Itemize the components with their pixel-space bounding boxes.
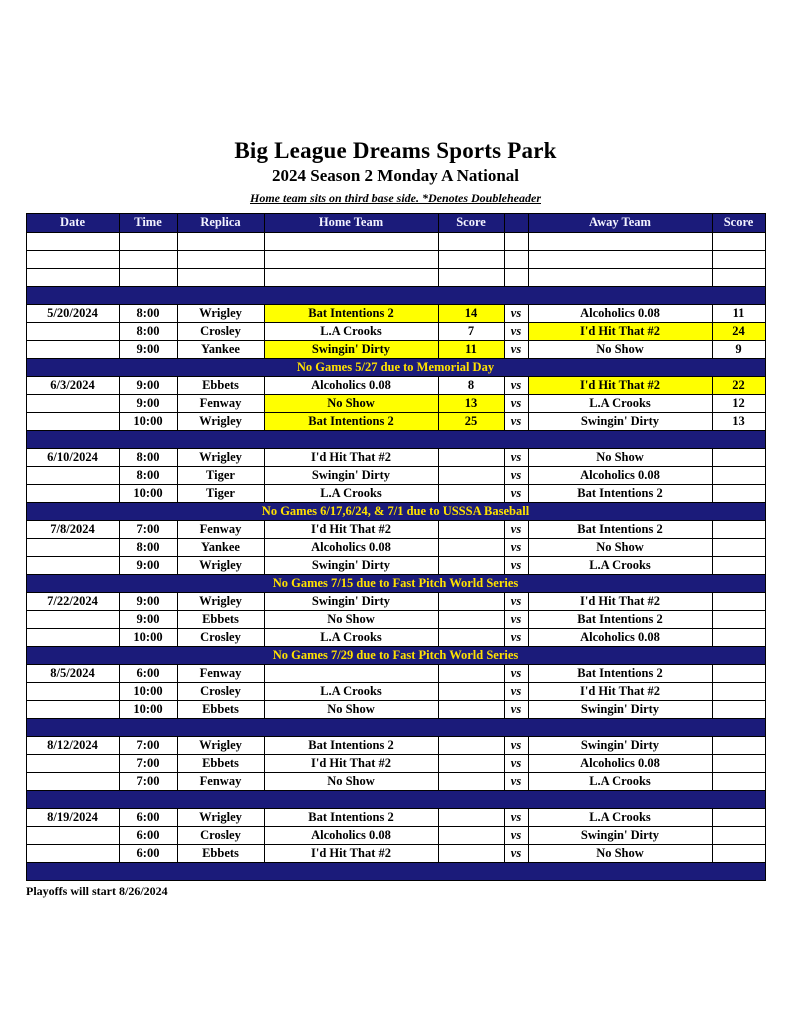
cell-replica: Wrigley	[177, 557, 264, 575]
game-row	[26, 521, 765, 539]
empty-cell	[712, 251, 765, 269]
cell-date	[26, 395, 119, 413]
cell-home	[264, 665, 438, 683]
game-row	[26, 485, 765, 503]
cell-away: I'd Hit That #2	[528, 323, 712, 341]
empty-cell	[438, 251, 504, 269]
empty-cell	[26, 233, 119, 251]
playoffs-note: Playoffs will start 8/26/2024	[26, 884, 168, 898]
vs-label: vs	[504, 539, 528, 557]
cell-away-score: 9	[712, 341, 765, 359]
game-row	[26, 377, 765, 395]
game-row	[26, 611, 765, 629]
vs-label: vs	[504, 809, 528, 827]
cell-date	[26, 413, 119, 431]
cell-replica: Fenway	[177, 773, 264, 791]
cell-home-score: 13	[438, 395, 504, 413]
empty-cell	[119, 251, 177, 269]
empty-cell	[528, 233, 712, 251]
cell-home: No Show	[264, 701, 438, 719]
cell-time: 8:00	[119, 323, 177, 341]
cell-replica: Yankee	[177, 341, 264, 359]
cell-time: 9:00	[119, 395, 177, 413]
game-row	[26, 809, 765, 827]
game-row	[26, 683, 765, 701]
game-row	[26, 629, 765, 647]
cell-home-score	[438, 845, 504, 863]
game-row	[26, 539, 765, 557]
cell-away-score	[712, 485, 765, 503]
column-header-date: Date	[26, 214, 119, 233]
table-header	[26, 214, 765, 233]
column-header-replica: Replica	[177, 214, 264, 233]
cell-time: 8:00	[119, 305, 177, 323]
empty-cell	[119, 233, 177, 251]
game-row	[26, 701, 765, 719]
cell-home-score	[438, 485, 504, 503]
cell-away-score	[712, 611, 765, 629]
cell-home-score	[438, 737, 504, 755]
cell-replica: Crosley	[177, 629, 264, 647]
vs-label: vs	[504, 413, 528, 431]
cell-home: No Show	[264, 395, 438, 413]
cell-replica: Ebbets	[177, 701, 264, 719]
cell-home-score	[438, 557, 504, 575]
game-row	[26, 467, 765, 485]
cell-home: Swingin' Dirty	[264, 341, 438, 359]
game-row	[26, 305, 765, 323]
cell-home: L.A Crooks	[264, 323, 438, 341]
no-games-band-row	[26, 575, 765, 593]
vs-label: vs	[504, 683, 528, 701]
cell-away-score	[712, 827, 765, 845]
vs-label: vs	[504, 377, 528, 395]
cell-away: I'd Hit That #2	[528, 683, 712, 701]
cell-time: 7:00	[119, 737, 177, 755]
cell-date	[26, 557, 119, 575]
separator-band-row	[26, 431, 765, 449]
column-header-score: Score	[438, 214, 504, 233]
cell-home: Swingin' Dirty	[264, 593, 438, 611]
column-header-home-team: Home Team	[264, 214, 438, 233]
game-row	[26, 773, 765, 791]
cell-away-score: 24	[712, 323, 765, 341]
game-row	[26, 665, 765, 683]
game-row	[26, 449, 765, 467]
page-subtitle: 2024 Season 2 Monday A National	[271, 166, 519, 185]
cell-date	[26, 629, 119, 647]
cell-home-score	[438, 773, 504, 791]
cell-away: Swingin' Dirty	[528, 737, 712, 755]
cell-replica: Fenway	[177, 521, 264, 539]
cell-replica: Crosley	[177, 683, 264, 701]
vs-label: vs	[504, 611, 528, 629]
cell-time: 9:00	[119, 377, 177, 395]
cell-away: I'd Hit That #2	[528, 593, 712, 611]
cell-replica: Wrigley	[177, 413, 264, 431]
cell-away-score	[712, 737, 765, 755]
vs-label: vs	[504, 737, 528, 755]
cell-away: I'd Hit That #2	[528, 377, 712, 395]
cell-home-score	[438, 467, 504, 485]
cell-date	[26, 485, 119, 503]
vs-label: vs	[504, 485, 528, 503]
cell-replica: Crosley	[177, 323, 264, 341]
cell-replica: Tiger	[177, 467, 264, 485]
cell-home: I'd Hit That #2	[264, 449, 438, 467]
cell-time: 9:00	[119, 341, 177, 359]
cell-date: 7/8/2024	[26, 521, 119, 539]
cell-away-score	[712, 449, 765, 467]
cell-away-score: 12	[712, 395, 765, 413]
cell-away-score	[712, 467, 765, 485]
cell-replica: Wrigley	[177, 305, 264, 323]
cell-home: Alcoholics 0.08	[264, 539, 438, 557]
cell-home-score	[438, 539, 504, 557]
cell-time: 10:00	[119, 701, 177, 719]
cell-home: Swingin' Dirty	[264, 467, 438, 485]
vs-label: vs	[504, 665, 528, 683]
no-games-band-row	[26, 647, 765, 665]
no-games-band-text: No Games 7/15 due to Fast Pitch World Series	[26, 575, 765, 593]
cell-away: L.A Crooks	[528, 395, 712, 413]
vs-label: vs	[504, 629, 528, 647]
cell-time: 10:00	[119, 485, 177, 503]
separator-band-row	[26, 287, 765, 305]
cell-home: I'd Hit That #2	[264, 521, 438, 539]
cell-away-score: 11	[712, 305, 765, 323]
cell-home: No Show	[264, 773, 438, 791]
no-games-band-row	[26, 503, 765, 521]
cell-date: 6/10/2024	[26, 449, 119, 467]
cell-away-score: 22	[712, 377, 765, 395]
empty-cell	[177, 269, 264, 287]
cell-time: 8:00	[119, 449, 177, 467]
schedule-table	[26, 213, 766, 881]
vs-label: vs	[504, 341, 528, 359]
cell-away: Bat Intentions 2	[528, 485, 712, 503]
cell-away: L.A Crooks	[528, 809, 712, 827]
separator-band	[26, 791, 765, 809]
cell-date	[26, 611, 119, 629]
cell-time: 9:00	[119, 557, 177, 575]
separator-band	[26, 719, 765, 737]
cell-away-score	[712, 539, 765, 557]
cell-replica: Wrigley	[177, 809, 264, 827]
cell-replica: Crosley	[177, 827, 264, 845]
game-row	[26, 755, 765, 773]
cell-home-score: 8	[438, 377, 504, 395]
vs-label: vs	[504, 773, 528, 791]
empty-cell	[504, 269, 528, 287]
vs-label: vs	[504, 845, 528, 863]
game-row	[26, 557, 765, 575]
cell-time: 10:00	[119, 413, 177, 431]
no-games-band-row	[26, 359, 765, 377]
cell-home: Bat Intentions 2	[264, 305, 438, 323]
game-row	[26, 845, 765, 863]
cell-away: No Show	[528, 341, 712, 359]
cell-date	[26, 755, 119, 773]
vs-label: vs	[504, 827, 528, 845]
cell-away-score	[712, 701, 765, 719]
cell-date	[26, 467, 119, 485]
cell-replica: Fenway	[177, 665, 264, 683]
cell-away-score	[712, 665, 765, 683]
vs-label: vs	[504, 449, 528, 467]
cell-replica: Wrigley	[177, 737, 264, 755]
cell-away: Swingin' Dirty	[528, 827, 712, 845]
cell-away: Alcoholics 0.08	[528, 305, 712, 323]
separator-band	[26, 287, 765, 305]
cell-date: 8/12/2024	[26, 737, 119, 755]
cell-home-score: 7	[438, 323, 504, 341]
cell-replica: Yankee	[177, 539, 264, 557]
cell-replica: Ebbets	[177, 611, 264, 629]
cell-away: Bat Intentions 2	[528, 611, 712, 629]
cell-away-score	[712, 521, 765, 539]
cell-away: No Show	[528, 845, 712, 863]
cell-home: L.A Crooks	[264, 629, 438, 647]
cell-away: Alcoholics 0.08	[528, 629, 712, 647]
cell-time: 7:00	[119, 773, 177, 791]
cell-home-score: 14	[438, 305, 504, 323]
cell-time: 6:00	[119, 665, 177, 683]
cell-home-score	[438, 809, 504, 827]
cell-date	[26, 701, 119, 719]
cell-replica: Ebbets	[177, 755, 264, 773]
cell-away-score	[712, 557, 765, 575]
cell-away: No Show	[528, 539, 712, 557]
cell-home-score	[438, 701, 504, 719]
empty-cell	[264, 251, 438, 269]
column-header-away-team: Away Team	[528, 214, 712, 233]
cell-date	[26, 845, 119, 863]
cell-away-score	[712, 773, 765, 791]
empty-cell	[264, 233, 438, 251]
game-row	[26, 737, 765, 755]
separator-band-row	[26, 863, 765, 881]
cell-home-score: 25	[438, 413, 504, 431]
empty-cell	[528, 269, 712, 287]
vs-label: vs	[504, 701, 528, 719]
vs-label: vs	[504, 467, 528, 485]
cell-replica: Ebbets	[177, 845, 264, 863]
table-body	[26, 233, 765, 881]
empty-row	[26, 233, 765, 251]
cell-time: 10:00	[119, 629, 177, 647]
vs-label: vs	[504, 323, 528, 341]
cell-date: 8/5/2024	[26, 665, 119, 683]
no-games-band-text: No Games 7/29 due to Fast Pitch World Series	[26, 647, 765, 665]
separator-band	[26, 863, 765, 881]
no-games-band-text: No Games 5/27 due to Memorial Day	[26, 359, 765, 377]
cell-home-score	[438, 521, 504, 539]
cell-away: Bat Intentions 2	[528, 521, 712, 539]
cell-time: 6:00	[119, 845, 177, 863]
vs-label: vs	[504, 593, 528, 611]
separator-band	[26, 431, 765, 449]
cell-away-score: 13	[712, 413, 765, 431]
game-row	[26, 341, 765, 359]
cell-home-score	[438, 449, 504, 467]
cell-time: 9:00	[119, 611, 177, 629]
game-row	[26, 413, 765, 431]
cell-home: Alcoholics 0.08	[264, 377, 438, 395]
cell-time: 7:00	[119, 521, 177, 539]
empty-cell	[119, 269, 177, 287]
cell-date: 6/3/2024	[26, 377, 119, 395]
cell-date	[26, 341, 119, 359]
cell-away: Swingin' Dirty	[528, 701, 712, 719]
cell-home: Bat Intentions 2	[264, 737, 438, 755]
cell-home: I'd Hit That #2	[264, 755, 438, 773]
cell-replica: Tiger	[177, 485, 264, 503]
cell-date	[26, 827, 119, 845]
empty-cell	[177, 233, 264, 251]
cell-date	[26, 539, 119, 557]
cell-away-score	[712, 593, 765, 611]
cell-home: No Show	[264, 611, 438, 629]
empty-cell	[26, 251, 119, 269]
empty-cell	[712, 269, 765, 287]
column-header-score-away: Score	[712, 214, 765, 233]
game-row	[26, 827, 765, 845]
cell-replica: Wrigley	[177, 449, 264, 467]
cell-time: 7:00	[119, 755, 177, 773]
no-games-band-text: No Games 6/17,6/24, & 7/1 due to USSSA Baseball	[26, 503, 765, 521]
cell-home: Swingin' Dirty	[264, 557, 438, 575]
cell-home: I'd Hit That #2	[264, 845, 438, 863]
cell-home-score	[438, 629, 504, 647]
cell-home-score	[438, 683, 504, 701]
cell-away: Alcoholics 0.08	[528, 755, 712, 773]
cell-time: 6:00	[119, 827, 177, 845]
game-row	[26, 395, 765, 413]
cell-date	[26, 773, 119, 791]
cell-replica: Wrigley	[177, 593, 264, 611]
cell-home-score	[438, 611, 504, 629]
empty-cell	[264, 269, 438, 287]
empty-row	[26, 269, 765, 287]
header-row	[26, 214, 765, 233]
cell-away: No Show	[528, 449, 712, 467]
empty-cell	[712, 233, 765, 251]
cell-date: 8/19/2024	[26, 809, 119, 827]
cell-away-score	[712, 629, 765, 647]
cell-home-score	[438, 827, 504, 845]
cell-home: Bat Intentions 2	[264, 809, 438, 827]
cell-home: L.A Crooks	[264, 485, 438, 503]
header-block	[0, 0, 791, 206]
cell-time: 8:00	[119, 467, 177, 485]
empty-cell	[438, 269, 504, 287]
cell-home-score	[438, 665, 504, 683]
empty-cell	[504, 251, 528, 269]
vs-label: vs	[504, 521, 528, 539]
cell-date	[26, 683, 119, 701]
cell-replica: Ebbets	[177, 377, 264, 395]
cell-away-score	[712, 755, 765, 773]
cell-away: L.A Crooks	[528, 773, 712, 791]
home-team-note: Home team sits on third base side. *Denotes Doubleheader	[250, 191, 541, 205]
cell-home: L.A Crooks	[264, 683, 438, 701]
vs-label: vs	[504, 755, 528, 773]
empty-cell	[528, 251, 712, 269]
cell-away-score	[712, 683, 765, 701]
game-row	[26, 323, 765, 341]
cell-away: Swingin' Dirty	[528, 413, 712, 431]
cell-away-score	[712, 809, 765, 827]
separator-band-row	[26, 719, 765, 737]
column-header-vs	[504, 214, 528, 233]
vs-label: vs	[504, 305, 528, 323]
cell-replica: Fenway	[177, 395, 264, 413]
cell-time: 8:00	[119, 539, 177, 557]
cell-home-score	[438, 755, 504, 773]
separator-band-row	[26, 791, 765, 809]
cell-home-score: 11	[438, 341, 504, 359]
vs-label: vs	[504, 557, 528, 575]
cell-date: 7/22/2024	[26, 593, 119, 611]
empty-cell	[26, 269, 119, 287]
cell-away: Alcoholics 0.08	[528, 467, 712, 485]
cell-date	[26, 323, 119, 341]
cell-away: L.A Crooks	[528, 557, 712, 575]
cell-time: 10:00	[119, 683, 177, 701]
cell-away-score	[712, 845, 765, 863]
empty-cell	[438, 233, 504, 251]
empty-row	[26, 251, 765, 269]
column-header-time: Time	[119, 214, 177, 233]
cell-away: Bat Intentions 2	[528, 665, 712, 683]
page-title: Big League Dreams Sports Park	[234, 138, 557, 163]
cell-home: Alcoholics 0.08	[264, 827, 438, 845]
empty-cell	[504, 233, 528, 251]
cell-home: Bat Intentions 2	[264, 413, 438, 431]
game-row	[26, 593, 765, 611]
cell-time: 9:00	[119, 593, 177, 611]
cell-home-score	[438, 593, 504, 611]
vs-label: vs	[504, 395, 528, 413]
empty-cell	[177, 251, 264, 269]
cell-time: 6:00	[119, 809, 177, 827]
cell-date: 5/20/2024	[26, 305, 119, 323]
